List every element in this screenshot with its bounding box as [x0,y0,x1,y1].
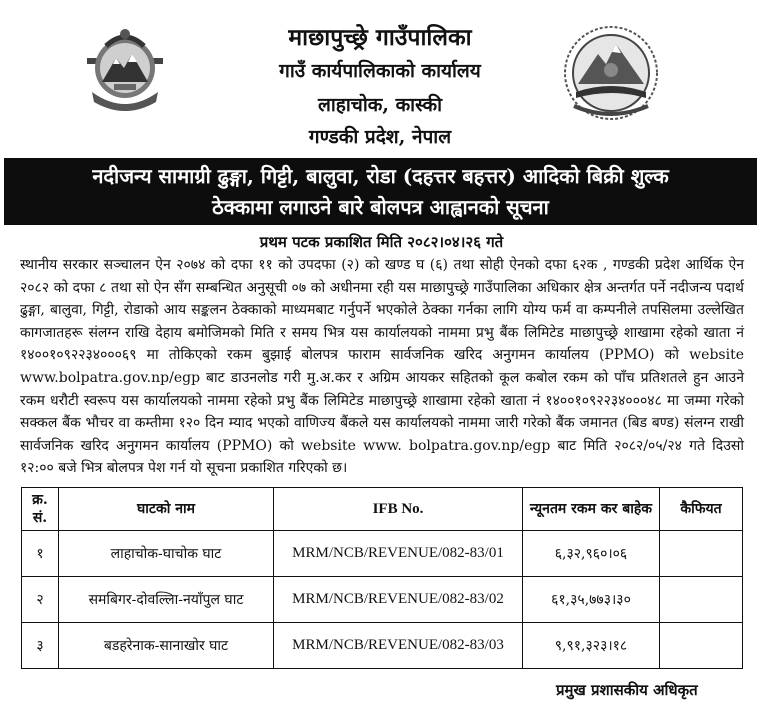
row-min-amount: ९,९१,३२३।१८ [523,623,660,669]
notice-title-banner [4,158,757,225]
table-row [22,577,743,623]
table-header-row [22,488,743,531]
header-remarks: कैफियत [660,488,743,531]
letterhead [0,0,763,158]
province-name: गण्डकी प्रदेश, नेपाल [308,126,452,148]
row-remarks [660,623,743,669]
row-ifb-no: MRM/NCB/REVENUE/082-83/01 [274,531,523,577]
signatory-title: प्रमुख प्रशासकीय अधिकृत [556,681,698,699]
municipality-name: माछापुच्छ्रे गाउँपालिका [288,24,472,51]
notice-title-line-2: ठेक्कामा लगाउने बारे बोलपत्र आह्वानको सूचना [212,195,549,219]
row-min-amount: ६१,३५,७७३।३० [523,577,660,623]
row-ghat-name: बडहरेनाक-सानाखोर घाट [59,623,274,669]
row-ifb-no: MRM/NCB/REVENUE/082-83/02 [274,577,523,623]
nepal-emblem-icon [86,24,164,116]
table-row [22,531,743,577]
row-remarks [660,531,743,577]
office-location: लाहाचोक, कास्की [317,94,443,116]
row-min-amount: ६,३२,९६०।०६ [523,531,660,577]
table-row [22,623,743,669]
header-min-amount: न्यूनतम रकम कर बाहेक [523,488,660,531]
row-ghat-name: समबिगर-दोवल्लिा-नयाँपुल घाट [59,577,274,623]
row-ifb-no: MRM/NCB/REVENUE/082-83/03 [274,623,523,669]
row-sn: २ [22,577,59,623]
row-ghat-name: लाहाचोक-घाचोक घाट [59,531,274,577]
header-ifb-no: IFB No. [274,488,523,531]
office-name: गाउँ कार्यपालिकाको कार्यालय [279,60,481,82]
lots-table [21,487,743,669]
header-sn: क्र. सं. [22,488,59,531]
notice-title-line-1: नदीजन्य सामाग्री ढुङ्गा, गिट्टी, बालुवा, रोडा (दहत्तर बहत्तर) आदिको बिक्री शुल्क [92,164,669,188]
header-ghat-name: घाटको नाम [59,488,274,531]
row-sn: १ [22,531,59,577]
row-sn: ३ [22,623,59,669]
municipality-logo-icon [560,22,662,124]
notice-body: स्थानीय सरकार सञ्चालन ऐन २०७४ को दफा ११ को उपदफा (२) को खण्ड घ (६) तथा सोही ऐनको दफा ६२क , गण्डकी प्रदेश आर्थिक ऐन २०८२ को दफा ८ तथा सो ऐन सँग सम्बन्धित अनुसूची ०७ को अधीनमा रही यस माछापुच्छ्रे गाउँपालिका अधिकार क्षेत्र अन्तर्गत पर्ने नदीजन्य पदार्थ ढुङ्गा, बालुवा, गिट्टी, रोडाको आय सङ्कलन ठेक्काको माध्यमबाट गर्नुपर्ने भएकोले ठेक्का गर्नका लागि योग्य फर्म वा कम्पनीले तपसिलमा उल्लेखित कागजातहरू संलग्न राखि देहाय बमोजिमको मिति र समय भित्र यस कार्यालयको नाममा प्रभु बैंक लिमिटेड माछापुच्छ्रे शाखामा रहेको खाता नं १४००१०९२२३४०००६९ मा तोकिएको रकम बुझाई बोलपत्र फाराम सार्वजनिक खरिद अनुगमन कार्यालय (PPMO) को website www.bolpatra.gov.np/egp बाट डाउनलोड गरी मु.अ.कर र अग्रिम आयकर सहितको कूल कबोल रकम को पाँच प्रतिशतले हुन आउने रकम धरौटी स्वरूप यस कार्यालयको नाममा रहेको प्रभु बैंक लिमिटेड माछापुच्छ्रे शाखामा रहेको खाता नं १४००१०९२२३४०००४८ मा जम्मा गरेको सक्कल बैंक भौचर वा कम्तीमा १२० दिन म्याद भएको वाणिज्य बैंकले यस कार्यालयको नाममा जारी गरेको बैंक जमानत (बिड बण्ड) संलग्न राखी सार्वजनिक खरिद अनुगमन कार्यालय (PPMO) को website www. bolpatra.gov.np/egp बाट मिति २०८२/०५/२४ गते दिउसो १२:०० बजे भित्र बोलपत्र पेश गर्न यो सूचना प्रकाशित गरिएको छ। [20,257,744,477]
publication-date: प्रथम पटक प्रकाशित मिति २०८२।०४।२६ गते [259,233,504,251]
row-remarks [660,577,743,623]
